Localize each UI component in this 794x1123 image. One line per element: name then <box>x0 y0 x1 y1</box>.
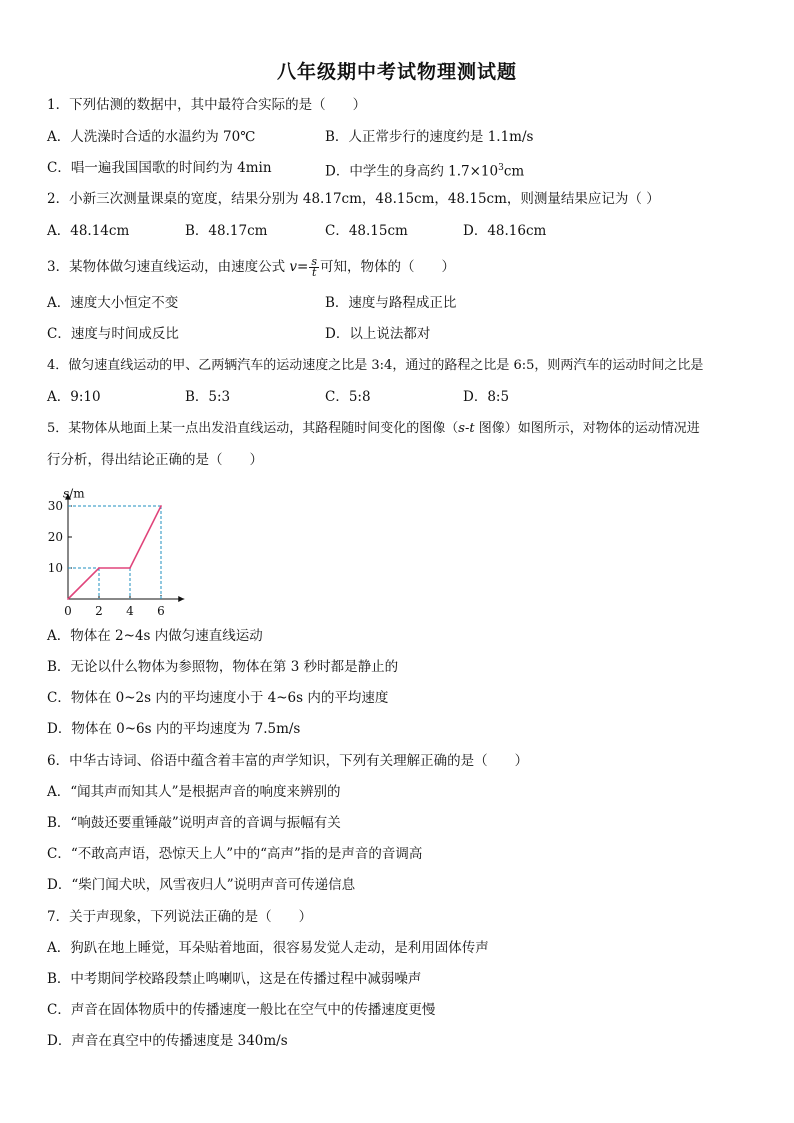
q7-option-a[interactable]: A．狗趴在地上睡觉，耳朵贴着地面，很容易发觉人走动，是利用固体传声 <box>47 940 489 956</box>
q5-option-d[interactable]: D．物体在 0~6s 内的平均速度为 7.5m/s <box>47 721 301 737</box>
q7-option-c[interactable]: C．声音在固体物质中的传播速度一般比在空气中的传播速度更慢 <box>47 1002 436 1018</box>
x-axis-arrow <box>178 596 184 602</box>
q5-option-c[interactable]: C．物体在 0~2s 内的平均速度小于 4~6s 内的平均速度 <box>47 690 389 706</box>
q4-option-d[interactable]: D．8:5 <box>463 389 510 405</box>
q6-stem: 6．中华古诗词、俗语中蕴含着丰富的声学知识，下列有关理解正确的是（ ） <box>47 753 529 769</box>
q6-option-a[interactable]: A．“闻其声而知其人”是根据声音的响度来辨别的 <box>47 784 341 800</box>
q6-option-b[interactable]: B．“响鼓还要重锤敲”说明声音的音调与振幅有关 <box>47 815 341 831</box>
y-axis-label <box>63 487 85 501</box>
q3-formula-numerator: s <box>311 255 317 268</box>
q5-option-a[interactable]: A．物体在 2~4s 内做匀速直线运动 <box>47 628 263 644</box>
q4-option-b[interactable]: B．5:3 <box>185 389 231 405</box>
y-tick-label-10: 10 <box>47 561 63 575</box>
page-title: 八年级期中考试物理测试题 <box>276 61 517 83</box>
q6-option-c[interactable]: C．“不敢高声语，恐惊天上人”中的“高声”指的是声音的音调高 <box>47 846 423 862</box>
y-tick-label-20: 20 <box>47 530 63 544</box>
y-axis-label-unit: /m <box>69 486 85 501</box>
st-chart <box>45 475 205 620</box>
q1-option-b[interactable]: B．人正常步行的速度约是 1.1m/s <box>325 129 534 145</box>
q6-option-d[interactable]: D．“柴门闻犬吠，风雪夜归人”说明声音可传递信息 <box>47 877 356 893</box>
q1-option-a[interactable]: A．人洗澡时合适的水温约为 70℃ <box>47 129 256 145</box>
q3-formula-denominator: t <box>311 266 317 279</box>
q3-formula-fraction <box>309 257 319 278</box>
y-axis-label-var: s <box>63 486 70 501</box>
q4-stem: 4．做匀速直线运动的甲、乙两辆汽车的运动速度之比是 3:4，通过的路程之比是 6:5，则两汽车的运动时间之比是 <box>47 358 704 373</box>
q7-option-d[interactable]: D．声音在真空中的传播速度是 340m/s <box>47 1033 288 1049</box>
st-point-2 <box>129 567 131 569</box>
q3-option-a[interactable]: A．速度大小恒定不变 <box>47 295 179 311</box>
x-tick-label-6: 6 <box>157 604 165 618</box>
st-point-1 <box>98 567 100 569</box>
q3-stem <box>47 255 455 279</box>
q5-stem-lead: 5．某物体从地面上某一点出发沿直线运动，其路程随时间变化的图像（ <box>47 421 459 436</box>
st-series-line <box>68 506 161 599</box>
q3-option-c[interactable]: C．速度与时间成反比 <box>47 326 179 342</box>
q1-option-d-unit: cm <box>503 163 525 180</box>
q3-stem-lead: 3．某物体做匀速直线运动，由速度公式 <box>47 259 290 275</box>
st-point-0 <box>67 598 69 600</box>
x-tick-label-2: 2 <box>95 604 103 618</box>
q3-option-b[interactable]: B．速度与路程成正比 <box>325 295 457 311</box>
st-point-3 <box>160 505 162 507</box>
q2-option-c[interactable]: C．48.15cm <box>325 223 408 239</box>
q2-option-d[interactable]: D．48.16cm <box>463 223 547 239</box>
q3-velocity-symbol: v <box>289 259 298 275</box>
q1-option-d-text: D．中学生的身高约 1.7×10 <box>325 163 499 180</box>
q2-stem: 2．小新三次测量课桌的宽度，结果分别为 48.17cm，48.15cm，48.15cm，则测量结果应记为（ ） <box>47 191 660 207</box>
q5-stem-line1 <box>47 420 700 438</box>
chart-labels <box>48 487 165 618</box>
q1-option-c[interactable]: C．唱一遍我国国歌的时间约为 4min <box>47 160 272 176</box>
q3-stem-tail: 可知，物体的（ ） <box>320 259 455 275</box>
chart-series <box>67 505 162 600</box>
q1-stem: 1．下列估测的数据中，其中最符合实际的是（ ） <box>47 97 367 113</box>
q2-option-b[interactable]: B．48.17cm <box>185 223 268 239</box>
chart-axes <box>65 494 184 602</box>
q5-stem-st: s-t <box>458 421 475 436</box>
q3-option-d[interactable]: D．以上说法都对 <box>325 326 431 342</box>
q5-option-b[interactable]: B．无论以什么物体为参照物，物体在第 3 秒时都是静止的 <box>47 659 399 675</box>
q5-stem-tail: 图像）如图所示，对物体的运动情况进 <box>474 421 700 436</box>
q7-stem: 7．关于声现象，下列说法正确的是（ ） <box>47 909 313 925</box>
y-tick-label-30: 30 <box>47 499 63 513</box>
x-tick-label-0: 0 <box>64 604 72 618</box>
q2-option-a[interactable]: A．48.14cm <box>47 223 130 239</box>
q7-option-b[interactable]: B．中考期间学校路段禁止鸣喇叭，这是在传播过程中减弱噪声 <box>47 971 422 987</box>
x-tick-label-4: 4 <box>126 604 134 618</box>
q4-option-a[interactable]: A．9:10 <box>47 389 101 405</box>
q5-stem-line2: 行分析，得出结论正确的是（ ） <box>47 452 263 468</box>
q3-equals: = <box>297 259 309 275</box>
q4-option-c[interactable]: C．5:8 <box>325 389 371 405</box>
q1-option-d[interactable] <box>325 159 524 181</box>
q1-option-d-exponent: 3 <box>498 163 504 173</box>
